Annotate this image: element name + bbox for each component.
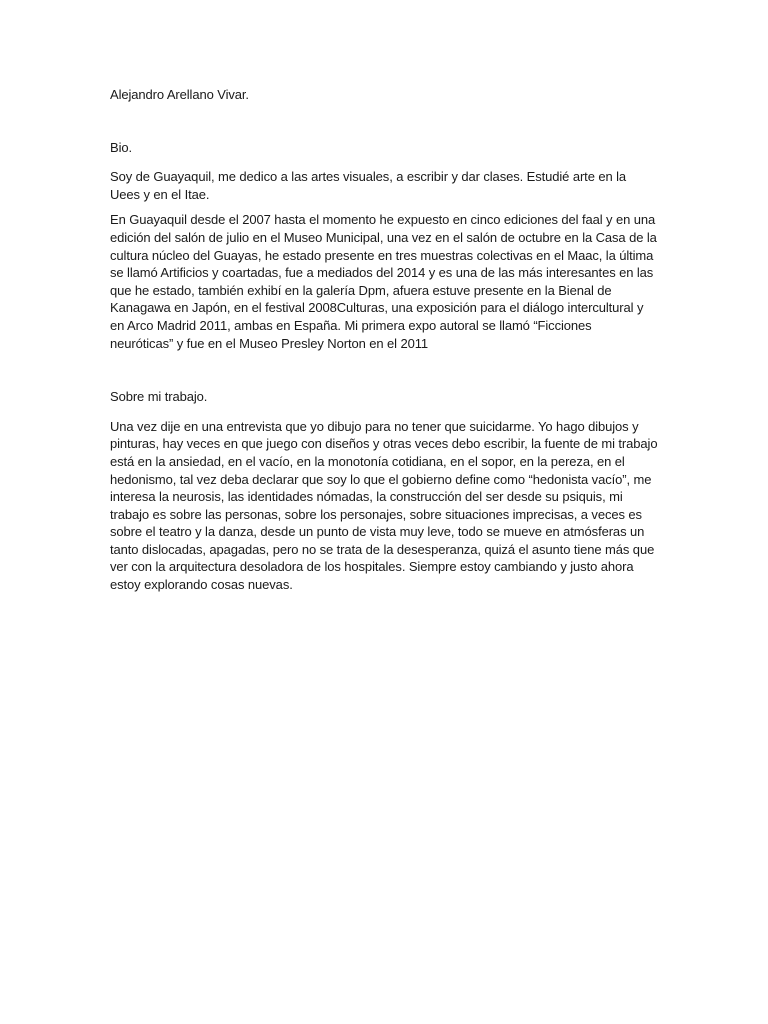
- author-name: Alejandro Arellano Vivar.: [110, 87, 249, 102]
- work-heading: Sobre mi trabajo.: [110, 389, 208, 405]
- bio-paragraph-1: Soy de Guayaquil, me dedico a las artes visuales, a escribir y dar clases. Estudié arte en la Uees y en el Itae.: [110, 169, 627, 202]
- document-body: [110, 86, 658, 602]
- bio-section: [110, 139, 658, 353]
- work-paragraph-1: Una vez dije en una entrevista que yo dibujo para no tener que suicidarme. Yo hago dibujos y pinturas, hay veces en que juego con diseños y otras veces debo escribir, la fuente de mi trabajo está en la ansiedad, en el vacío, en la monotonía cotidiana, en el sopor, en la pereza, en el hedonismo, tal vez deba declarar que soy lo que el gobierno define como “hedonista vacío”, me interesa la neurosis, las identidades nómadas, la construcción del ser desde su psiquis, mi trabajo es sobre las personas, sobre los personajes, sobre situaciones imprecisas, a veces es sobre el teatro y la danza, desde un punto de vista muy leve, todo se mueve en atmósferas un tanto dislocadas, apagadas, pero no se trata de la desesperanza, quizá el asunto tiene más que ver con la arquitectura desoladora de los hospitales. Siempre estoy cambiando y justo ahora estoy explorando cosas nuevas.: [110, 418, 658, 593]
- bio-paragraph-2: En Guayaquil desde el 2007 hasta el momento he expuesto en cinco ediciones del faal y en una edición del salón de julio en el Museo Municipal, una vez en el salón de octubre en la Casa de la cultura núcleo del Guayas, he estado presente en tres muestras colectivas en el Maac, la última se llamó Artificios y coartadas, fue a mediados del 2014 y es una de las más interesantes en las que he estado, también exhibí en la galería Dpm, afuera estuve presente en la Bienal de Kanagawa en Japón, en el festival 2008Culturas, una exposición para el diálogo intercultural y en Arco Madrid 2011, ambas en España. Mi primera expo autoral se llamó “Ficciones neuróticas” y fue en el Museo Presley Norton en el 2011: [110, 212, 657, 351]
- work-section: [110, 388, 658, 594]
- bio-heading: Bio.: [110, 139, 133, 155]
- section-spacer: [110, 360, 658, 388]
